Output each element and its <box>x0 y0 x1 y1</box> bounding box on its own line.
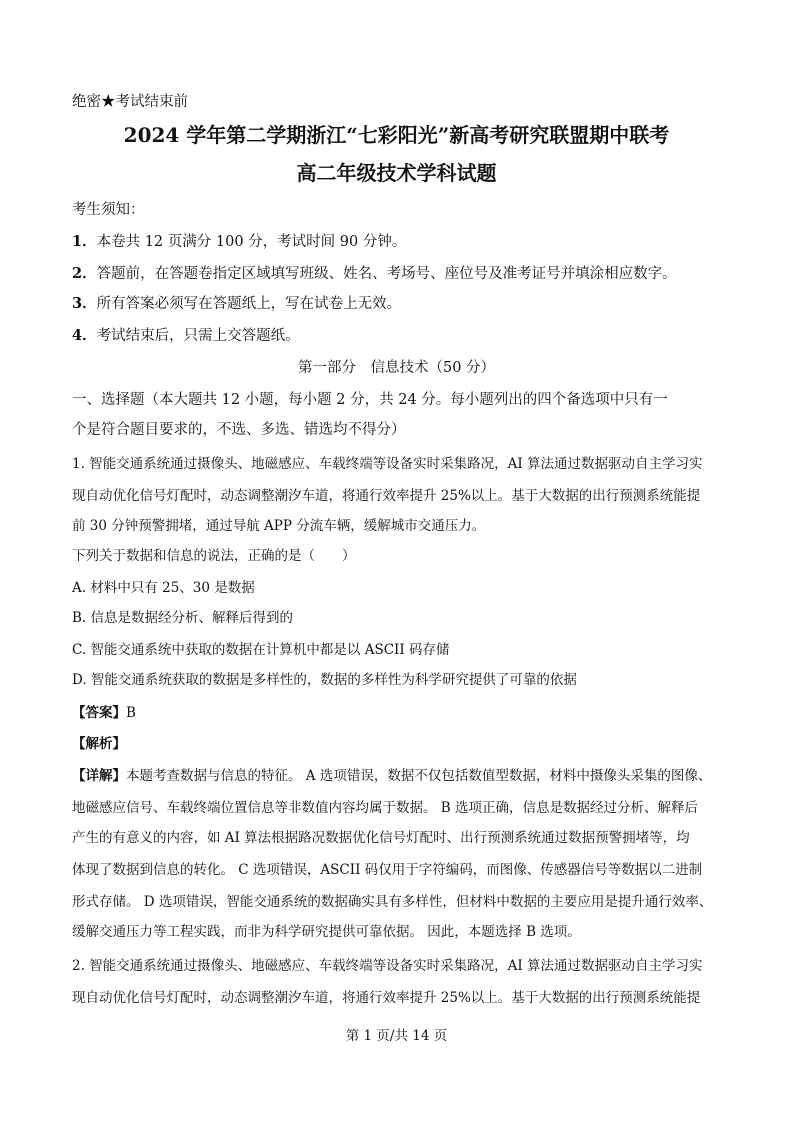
option-c: C. 智能交通系统中获取的数据在计算机中都是以 ASCII 码存储 <box>72 642 450 658</box>
instructions-heading: 考生须知： <box>72 202 145 218</box>
question-type-line: 一、选择题（本大题共 12 小题，每小题 2 分，共 24 分。每小题列出的四个备选项中只有一 <box>72 392 668 408</box>
instruction-number: 2． <box>72 265 97 282</box>
exam-title: 2024 学年第二学期浙江“七彩阳光”新高考研究联盟期中联考 <box>123 123 670 147</box>
question-stem-line: 2. 智能交通系统通过摄像头、地磁感应、车载终端等设备实时采集路况，AI 算法通过数据驱动自主学习实 <box>72 958 703 974</box>
instruction-item <box>72 232 406 252</box>
question-stem-line: 现自动优化信号灯配时，动态调整潮汐车道，将通行效率提升 25%以上。基于大数据的出行预测系统能提 <box>72 990 701 1006</box>
instruction-number: 1． <box>72 233 97 250</box>
option-a: A. 材料中只有 25、30 是数据 <box>72 580 255 596</box>
analysis-label: 【解析】 <box>72 736 126 752</box>
secret-mark: 绝密★考试结束前 <box>72 94 188 110</box>
detail-line: 地磁感应信号、车载终端位置信息等非数值内容均属于数据。 B 选项正确，信息是数据经过分析、解释后 <box>72 800 699 816</box>
instruction-item <box>72 294 401 314</box>
answer-value: B <box>126 705 136 721</box>
exam-subtitle: 高二年级技术学科试题 <box>296 161 497 185</box>
analysis-tag <box>72 734 126 754</box>
question-stem-line: 现自动优化信号灯配时，动态调整潮汐车道，将通行效率提升 25%以上。基于大数据的出行预测系统能提 <box>72 488 701 504</box>
question-prompt: 下列关于数据和信息的说法，正确的是（ ） <box>72 548 356 564</box>
question-stem-line: 1. 智能交通系统通过摄像头、地磁感应、车载终端等设备实时采集路况，AI 算法通过数据驱动自主学习实 <box>72 456 703 472</box>
instruction-text: 本卷共 12 页满分 100 分，考试时间 90 分钟。 <box>96 234 407 250</box>
detail-line <box>72 766 711 786</box>
instruction-text: 所有答案必须写在答题纸上，写在试卷上无效。 <box>96 296 402 312</box>
detail-line: 产生的有意义的内容，如 AI 算法根据路况数据优化信号灯配时、出行预测系统通过数据预警拥堵等，均 <box>72 830 690 846</box>
detail-tag: 【详解】 <box>72 768 126 784</box>
instruction-text: 答题前，在答题卷指定区域填写班级、姓名、考场号、座位号及准考证号并填涂相应数字。 <box>96 266 677 282</box>
option-d: D. 智能交通系统获取的数据是多样性的，数据的多样性为科学研究提供了可靠的依据 <box>72 672 577 688</box>
part-title: 第一部分 信息技术（50 分） <box>297 360 496 376</box>
detail-text: 本题考查数据与信息的特征。 A 选项错误，数据不仅包括数值型数据，材料中摄像头采集的图像、 <box>126 768 712 784</box>
question-type-line: 个是符合题目要求的，不选、多选、错选均不得分） <box>72 422 406 438</box>
option-b: B. 信息是数据经分析、解释后得到的 <box>72 610 294 626</box>
detail-line: 缓解交通压力等工程实践，而非为科学研究提供可靠依据。 因此，本题选择 B 选项。 <box>72 924 581 940</box>
instruction-text: 考试结束后，只需上交答题纸。 <box>96 328 300 344</box>
instruction-item <box>72 326 300 346</box>
detail-line: 体现了数据到信息的转化。 C 选项错误，ASCII 码仅用于字符编码，而图像、传感器信号等数据以二进制 <box>72 862 703 878</box>
answer-tag: 【答案】 <box>72 705 126 721</box>
page-number: 第 1 页/共 14 页 <box>345 1028 448 1044</box>
instruction-item <box>72 264 677 284</box>
instruction-number: 4． <box>72 327 97 344</box>
question-stem-line: 前 30 分钟预警拥堵，通过导航 APP 分流车辆，缓解城市交通压力。 <box>72 518 486 534</box>
instruction-number: 3． <box>72 295 97 312</box>
detail-line: 形式存储。 D 选项错误，智能交通系统的数据确实具有多样性，但材料中数据的主要应用是提升通行效率、 <box>72 894 713 910</box>
answer-line <box>72 703 136 723</box>
